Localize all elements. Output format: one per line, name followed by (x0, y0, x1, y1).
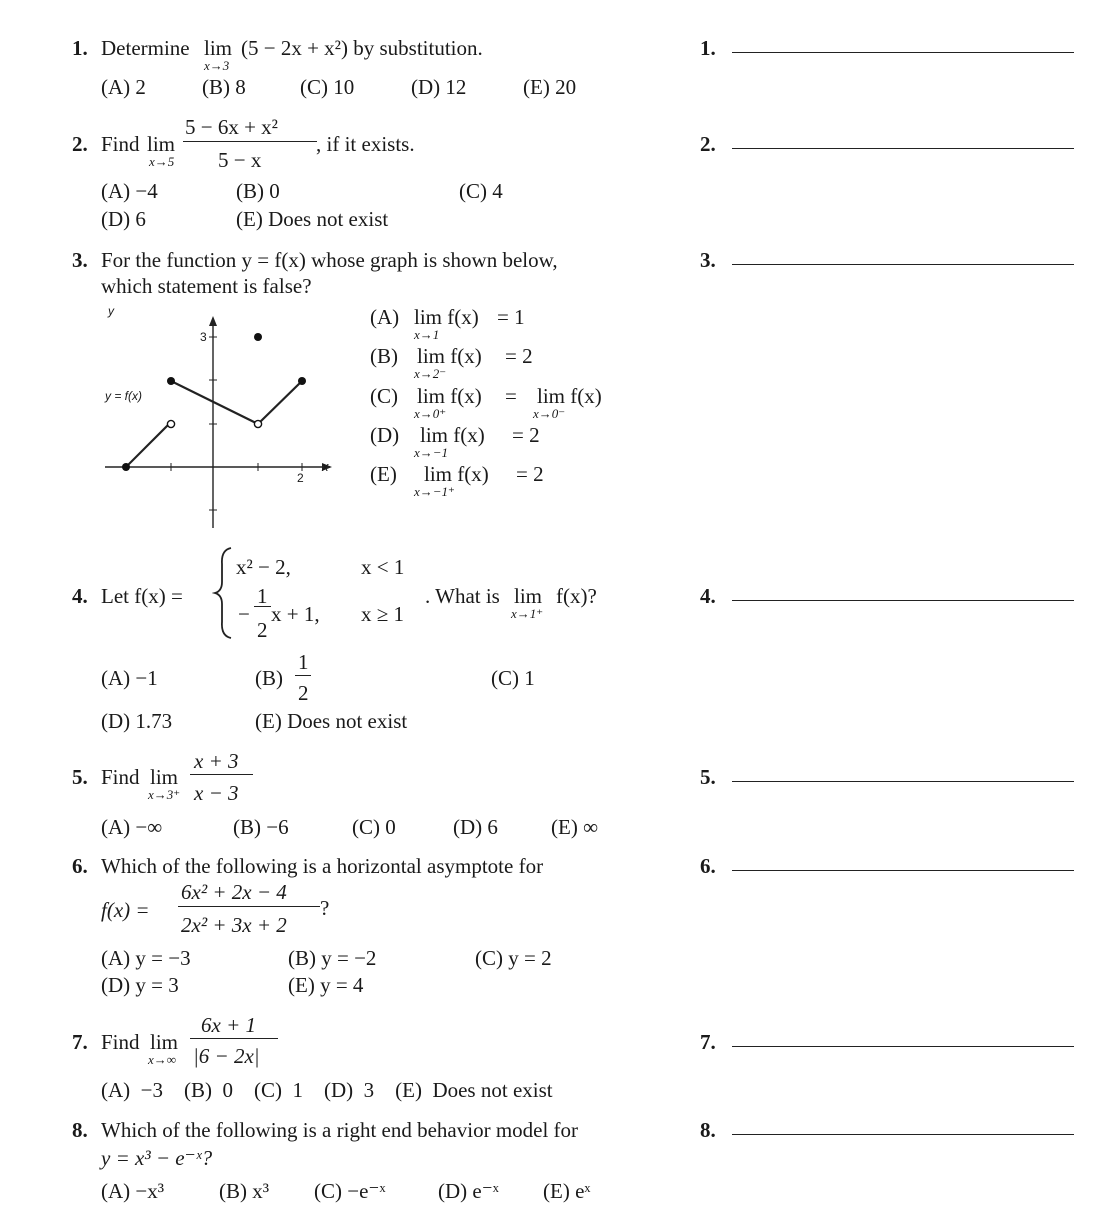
choice-a[interactable]: (A) −1 (101, 666, 158, 690)
choice-d[interactable]: (D) 6 (101, 207, 146, 231)
choice-a[interactable]: (A) −4 (101, 179, 158, 203)
question-text: . What is (425, 584, 500, 608)
answer-line[interactable] (732, 1046, 1074, 1047)
lim-subscript: x→2⁻ (414, 366, 447, 381)
question-line-2: y = x³ − e⁻ˣ? (101, 1146, 213, 1170)
lim-subscript: x→5 (149, 154, 175, 169)
fraction-denominator: |6 − 2x| (193, 1044, 260, 1068)
choice-label: (C) (370, 384, 398, 408)
case-1-condition: x < 1 (361, 555, 405, 579)
graph-tick-label: 3 (200, 330, 207, 344)
choice-value: = 1 (497, 305, 525, 329)
question-number: 1. (72, 36, 88, 60)
choice-b[interactable]: (B) 0 (236, 179, 280, 203)
lim-operator: lim (514, 584, 543, 608)
fraction-numerator: 6x + 1 (201, 1013, 256, 1037)
case-2-numerator: 1 (257, 584, 268, 608)
question-number: 2. (72, 132, 88, 156)
choice-b[interactable]: (B) x³ (219, 1179, 270, 1203)
fraction-bar (190, 1038, 278, 1039)
lim-subscript: x→3⁺ (148, 787, 181, 802)
choice-b-numerator: 1 (298, 650, 309, 674)
lim-subscript: x→1⁺ (511, 606, 544, 621)
lim-expression: lim f(x) (420, 423, 485, 447)
answer-line[interactable] (732, 781, 1074, 782)
lim-subscript: x→−1⁺ (414, 484, 455, 499)
lim-expression: lim f(x) (417, 344, 482, 368)
lim-expression: lim f(x) (414, 305, 479, 329)
choice-label: (B) (370, 344, 398, 368)
choice-b-denominator: 2 (298, 681, 309, 705)
answer-number: 2. (700, 132, 716, 156)
closed-point (167, 377, 175, 385)
choice-e[interactable]: (E) eˣ (543, 1179, 591, 1203)
choice-value: = (505, 384, 517, 408)
question-lead: Find (101, 132, 140, 156)
question-line-1: Which of the following is a horizontal asymptote for (101, 854, 544, 878)
choice-b[interactable]: (B) −6 (233, 815, 289, 839)
fraction-bar (178, 906, 320, 907)
closed-point (298, 377, 306, 385)
graph-function-label: y = f(x) (105, 389, 143, 403)
question-lead: Determine (101, 36, 190, 60)
lim-operator: lim (204, 36, 233, 60)
fraction-numerator: x + 3 (194, 749, 239, 773)
answer-number: 6. (700, 854, 716, 878)
answer-number: 1. (700, 36, 716, 60)
graph-x-label: x (322, 459, 329, 474)
fraction-denominator: x − 3 (194, 781, 239, 805)
answer-line[interactable] (732, 870, 1074, 871)
case-2-minus: − (238, 602, 250, 626)
answer-number: 3. (700, 248, 716, 272)
choice-label: (E) (370, 462, 397, 486)
case-2-condition: x ≥ 1 (361, 602, 405, 626)
fraction-bar (183, 141, 317, 142)
lim-expression: lim f(x) (417, 384, 482, 408)
lim-operator: lim (150, 765, 179, 789)
answer-line[interactable] (732, 1134, 1074, 1135)
case-2-denominator: 2 (257, 618, 268, 642)
choice-label: (D) (370, 423, 400, 447)
choice-c[interactable]: (C) −e⁻ˣ (314, 1179, 386, 1203)
answer-number: 5. (700, 765, 716, 789)
lim-subscript: x→∞ (148, 1052, 177, 1067)
question-number: 8. (72, 1118, 88, 1142)
question-number: 6. (72, 854, 88, 878)
lim-subscript: x→−1 (414, 445, 449, 460)
choice-c[interactable]: (C) 10 (300, 75, 355, 99)
lim-operator: lim (147, 132, 176, 156)
lim-subscript: x→1 (414, 327, 440, 342)
choice-d[interactable]: (D) e⁻ˣ (438, 1179, 499, 1203)
graph-segment (126, 425, 168, 467)
fraction-denominator: 5 − x (218, 148, 262, 172)
lim-expression: lim f(x) (537, 384, 602, 408)
choice-value: = 2 (505, 344, 533, 368)
choice-label: (A) (370, 305, 400, 329)
question-number: 3. (72, 248, 88, 272)
fraction-bar (190, 774, 253, 775)
choice-e[interactable]: (E) 20 (523, 75, 577, 99)
choice-e[interactable]: (E) y = 4 (288, 973, 364, 997)
question-expression: (5 − 2x + x²) by substitution. (241, 36, 483, 60)
choice-b[interactable]: (B) 8 (202, 75, 246, 99)
choice-value: = 2 (516, 462, 544, 486)
question-line-2: which statement is false? (101, 274, 312, 298)
choice-c[interactable]: (C) y = 2 (475, 946, 552, 970)
brace-icon (212, 546, 234, 640)
choice-e[interactable]: (E) Does not exist (236, 207, 389, 231)
choice-value: = 2 (512, 423, 540, 447)
answer-line[interactable] (732, 264, 1074, 265)
answer-line[interactable] (732, 52, 1074, 53)
fraction-bar (295, 675, 311, 676)
choice-list[interactable]: (A) −3 (B) 0 (C) 1 (D) 3 (E) Does not exist (101, 1078, 553, 1102)
lim-subscript: x→0⁻ (533, 406, 566, 421)
question-tail: f(x)? (556, 584, 597, 608)
choice-e[interactable]: (E) ∞ (551, 815, 599, 839)
closed-point (254, 333, 262, 341)
question-lead: Let f(x) = (101, 584, 183, 608)
choice-a[interactable]: (A) −∞ (101, 815, 163, 839)
lim-expression: lim f(x) (424, 462, 489, 486)
function-lead: f(x) = (101, 898, 150, 922)
choice-e[interactable]: (E) Does not exist (255, 709, 408, 733)
function-graph (100, 300, 340, 535)
choice-a[interactable]: (A) −x³ (101, 1179, 165, 1203)
choice-c[interactable]: (C) 0 (352, 815, 396, 839)
y-axis-arrow-icon (209, 316, 217, 326)
choice-d[interactable]: (D) y = 3 (101, 973, 179, 997)
fraction-numerator: 6x² + 2x − 4 (181, 880, 287, 904)
lim-subscript: x→0⁺ (414, 406, 447, 421)
graph-tick-label: 2 (297, 471, 304, 485)
lim-subscript: x→3 (204, 58, 230, 73)
question-number: 5. (72, 765, 88, 789)
case-1-expression: x² − 2, (236, 555, 291, 579)
question-lead: Find (101, 1030, 140, 1054)
question-number: 7. (72, 1030, 88, 1054)
fraction-numerator: 5 − 6x + x² (185, 115, 278, 139)
choice-d[interactable]: (D) 1.73 (101, 709, 173, 733)
graph-y-label: y (108, 304, 114, 318)
fraction-bar (254, 606, 271, 607)
open-point (167, 420, 174, 427)
closed-point (122, 463, 130, 471)
question-number: 4. (72, 584, 88, 608)
open-point (254, 420, 261, 427)
answer-number: 4. (700, 584, 716, 608)
graph-segment (260, 381, 302, 422)
question-tail: , if it exists. (316, 132, 415, 156)
choice-d[interactable]: (D) 6 (453, 815, 498, 839)
choice-label: (B) (255, 666, 283, 690)
answer-line[interactable] (732, 600, 1074, 601)
answer-line[interactable] (732, 148, 1074, 149)
choice-a[interactable]: (A) y = −3 (101, 946, 191, 970)
question-line-1: Which of the following is a right end behavior model for (101, 1118, 579, 1142)
choice-d[interactable]: (D) 12 (411, 75, 467, 99)
choice-c[interactable]: (C) 1 (491, 666, 535, 690)
fraction-denominator: 2x² + 3x + 2 (181, 913, 287, 937)
choice-a[interactable]: (A) 2 (101, 75, 146, 99)
question-lead: Find (101, 765, 140, 789)
question-tail: ? (320, 896, 330, 920)
question-line-1: For the function y = f(x) whose graph is shown below, (101, 248, 558, 272)
case-2-expression: x + 1, (271, 602, 320, 626)
answer-number: 8. (700, 1118, 716, 1142)
lim-operator: lim (150, 1030, 179, 1054)
answer-number: 7. (700, 1030, 716, 1054)
choice-c[interactable]: (C) 4 (459, 179, 503, 203)
choice-b[interactable]: (B) y = −2 (288, 946, 377, 970)
